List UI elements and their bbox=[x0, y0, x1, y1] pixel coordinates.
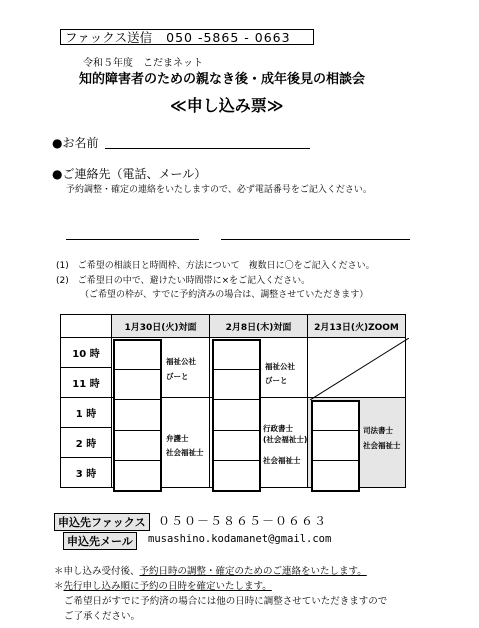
label-c2-am: 福祉公社 びーと bbox=[265, 362, 295, 385]
name-label: ●お名前 bbox=[52, 136, 99, 150]
slot-divider bbox=[212, 369, 261, 370]
slot-box-c3[interactable] bbox=[311, 400, 360, 492]
instruction-1: (1) ご希望の相談日と時間枠、方法について 複数日に〇をご記入ください。 bbox=[56, 261, 375, 271]
footer-fax-label: 申込先ファックス bbox=[54, 513, 150, 531]
slot-divider bbox=[113, 430, 162, 431]
event-title: 知的障害者のための親なき後・成年後見の相談会 bbox=[79, 72, 366, 87]
slot-divider bbox=[113, 399, 162, 400]
time-10: 10 時 bbox=[61, 338, 112, 368]
label-c2-pm1: 行政書士 (社会福祉士) bbox=[263, 424, 308, 444]
year-org: 令和５年度 こだまネット bbox=[83, 58, 203, 69]
col-header-3: 2月13日(火)ZOOM bbox=[308, 315, 406, 338]
contact-label: ●ご連絡先（電話、メール） bbox=[52, 167, 207, 181]
slot-divider bbox=[212, 399, 261, 400]
label-c2-pm2: 社会福祉士 bbox=[263, 456, 301, 465]
label-c1-am: 福祉公社 びーと bbox=[166, 357, 196, 381]
name-field[interactable] bbox=[105, 148, 310, 149]
slot-box-c2[interactable] bbox=[212, 339, 261, 492]
footer-note-3: ご希望日がすでに予約済の場合には他の日時に調整させていただきますので bbox=[64, 596, 388, 607]
footer-note-4: ご了承ください。 bbox=[64, 611, 141, 622]
time-11: 11 時 bbox=[61, 368, 112, 398]
footer-note-1: ＊申し込み受付後、予約日時の調整・確定のためのご連絡をいたします。 bbox=[54, 566, 367, 577]
footer-fax-number: ０５０－５８６５－０６６３ bbox=[158, 514, 328, 528]
slot-divider bbox=[113, 369, 162, 370]
fax-header-label: ファックス送信 bbox=[65, 30, 153, 45]
label-c3-pm: 司法書士 社会福祉士 bbox=[363, 426, 401, 450]
slot-divider bbox=[212, 430, 261, 431]
time-2: 2 時 bbox=[61, 428, 112, 458]
slot-divider bbox=[212, 460, 261, 461]
time-1: 1 時 bbox=[61, 398, 112, 428]
col-header-2: 2月8日(木)対面 bbox=[210, 315, 308, 338]
corner-cell bbox=[61, 315, 112, 338]
slot-box-c1[interactable] bbox=[113, 339, 162, 492]
unavailable-diagonal bbox=[310, 338, 409, 400]
slot-divider bbox=[311, 430, 360, 431]
instruction-2: (2) ご希望日の中で、避けたい時間帯に×をご記入ください。 bbox=[56, 276, 311, 286]
footer-mail-label: 申込先メール bbox=[63, 532, 137, 550]
time-3: 3 時 bbox=[61, 458, 112, 488]
slot-divider bbox=[113, 460, 162, 461]
slot-divider bbox=[311, 460, 360, 461]
col-header-1: 1月30日(火)対面 bbox=[112, 315, 210, 338]
instruction-3: （ご希望の枠が、すでに予約済みの場合は、調整させていただきます） bbox=[80, 290, 369, 300]
contact-note: 予約調整・確定の連絡をいたしますので、必ず電話番号をご記入ください。 bbox=[66, 185, 372, 195]
label-c1-pm: 弁護士 社会福祉士 bbox=[166, 434, 204, 457]
contact-field-2[interactable] bbox=[221, 239, 410, 240]
footer-note-2: ＊先行申し込み順に予約の日時を確定いたします。 bbox=[54, 581, 272, 592]
fax-header-number: 050 -5865 - 0663 bbox=[166, 30, 291, 45]
fax-header-box bbox=[60, 29, 314, 45]
form-title: ≪申し込み票≫ bbox=[170, 96, 284, 115]
footer-mail[interactable]: musashino.kodamanet@gmail.com bbox=[148, 533, 332, 545]
contact-field-1[interactable] bbox=[66, 239, 199, 240]
